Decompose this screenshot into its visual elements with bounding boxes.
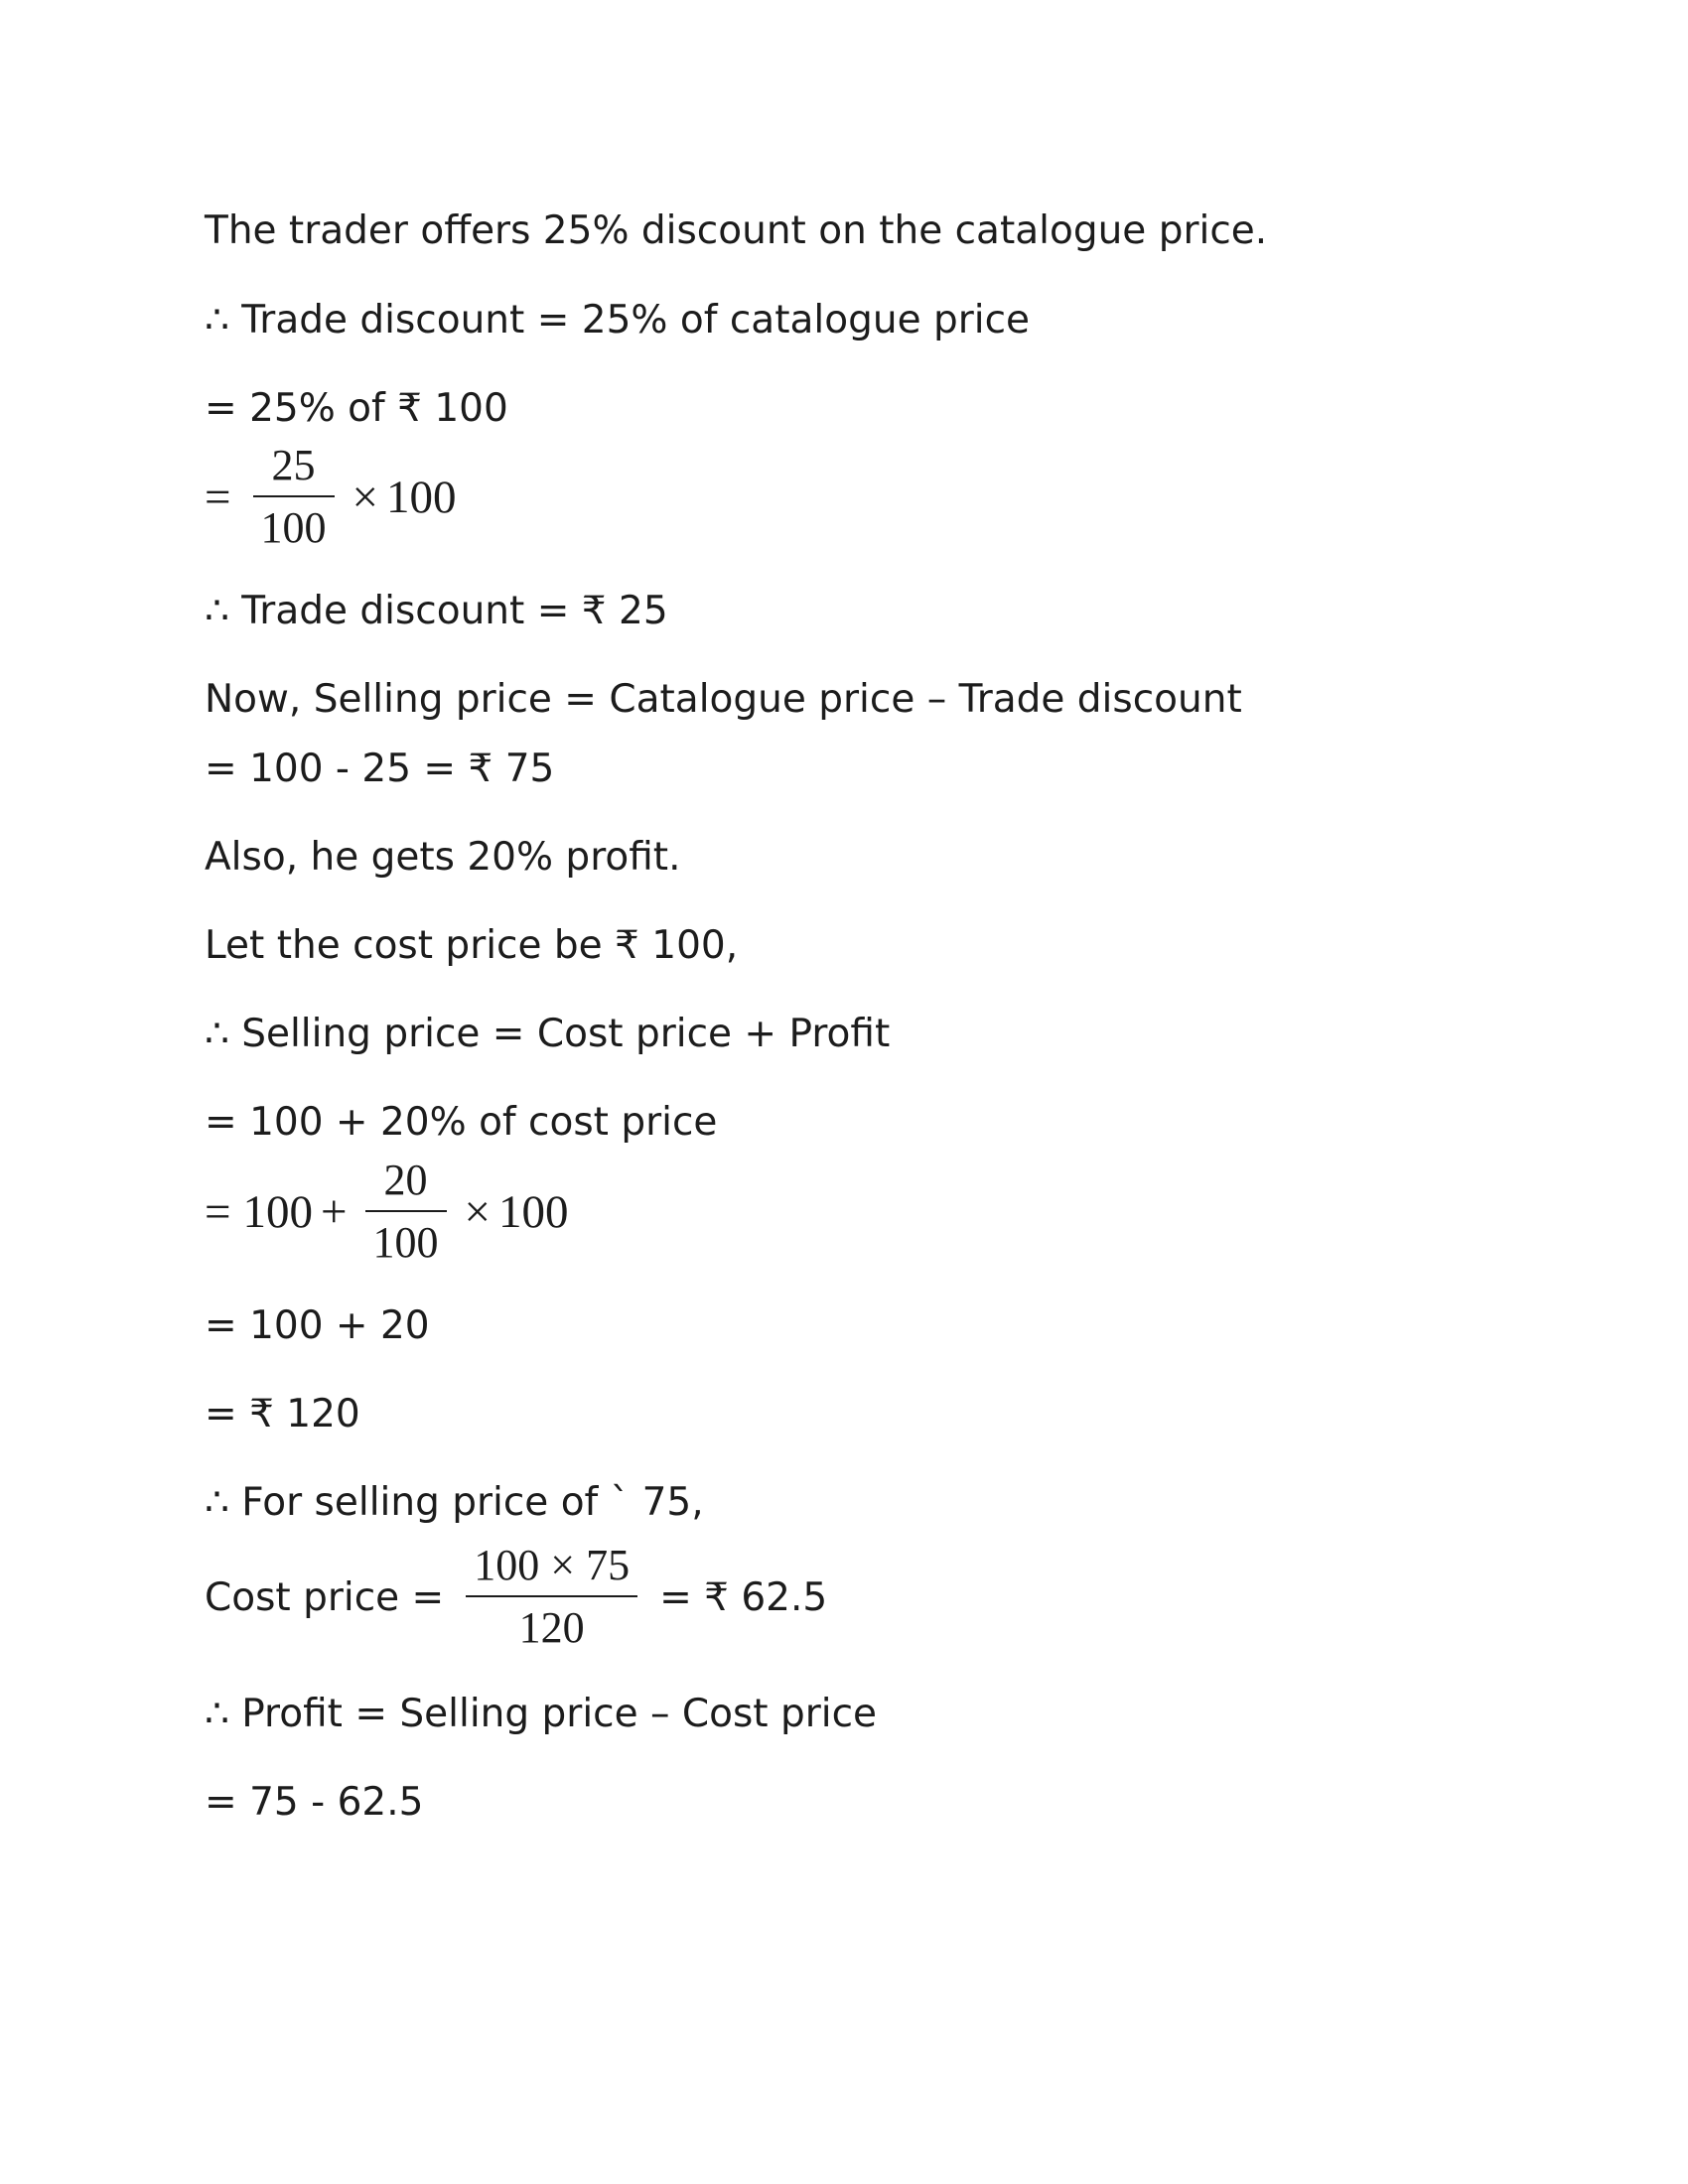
times-sign: × [464,1185,492,1238]
fraction-numerator: 100 × 75 [474,1541,631,1590]
line-profit-statement: Also, he gets 20% profit. [205,834,681,880]
line-selling-price-formula: ∴ Selling price = Cost price + Profit [205,1011,891,1056]
line-selling-price-120: = ₹ 120 [205,1391,360,1436]
fraction-numerator: 25 [271,441,316,490]
multiplier-value: 100 [498,1185,569,1238]
line-selling-price-result: = 100 - 25 = ₹ 75 [205,746,555,791]
fraction-denominator: 100 [372,1218,439,1267]
equation-selling-price-fraction [205,1156,569,1267]
line-cost-price-assumption: Let the cost price be ₹ 100, [205,922,739,968]
line-for-selling-price-75: ∴ For selling price of ` 75, [205,1479,704,1525]
line-selling-price-expansion: = 100 + 20% of cost price [205,1099,718,1145]
fraction-100x75-over-120 [466,1541,637,1653]
times-sign: × [352,471,379,523]
line-trade-discount-def: ∴ Trade discount = 25% of catalogue price [205,297,1031,342]
equals-sign: = [205,1185,231,1238]
line-sum: = 100 + 20 [205,1302,430,1348]
multiplier-value: 100 [386,471,457,523]
equation-trade-discount-fraction [205,441,457,552]
line-percent-of-100: = 25% of ₹ 100 [205,385,508,431]
fraction-numerator: 20 [383,1156,428,1205]
plus-sign: + [321,1185,348,1238]
fraction-20-over-100 [365,1156,447,1268]
cost-price-result: = ₹ 62.5 [659,1574,828,1620]
line-profit-formula: ∴ Profit = Selling price – Cost price [205,1691,878,1736]
line-selling-price-def: Now, Selling price = Catalogue price – Trade discount [205,676,1242,722]
line-statement: The trader offers 25% discount on the catalogue price. [205,207,1268,253]
fraction-25-over-100 [253,441,335,553]
fraction-denominator: 120 [518,1603,585,1652]
base-value: 100 [242,1185,314,1238]
equation-cost-price [205,1541,828,1652]
line-trade-discount-result: ∴ Trade discount = ₹ 25 [205,588,668,633]
fraction-denominator: 100 [260,503,327,552]
cost-price-label: Cost price = [205,1574,445,1620]
line-profit-calculation: = 75 - 62.5 [205,1779,424,1825]
equals-sign: = [205,471,231,523]
